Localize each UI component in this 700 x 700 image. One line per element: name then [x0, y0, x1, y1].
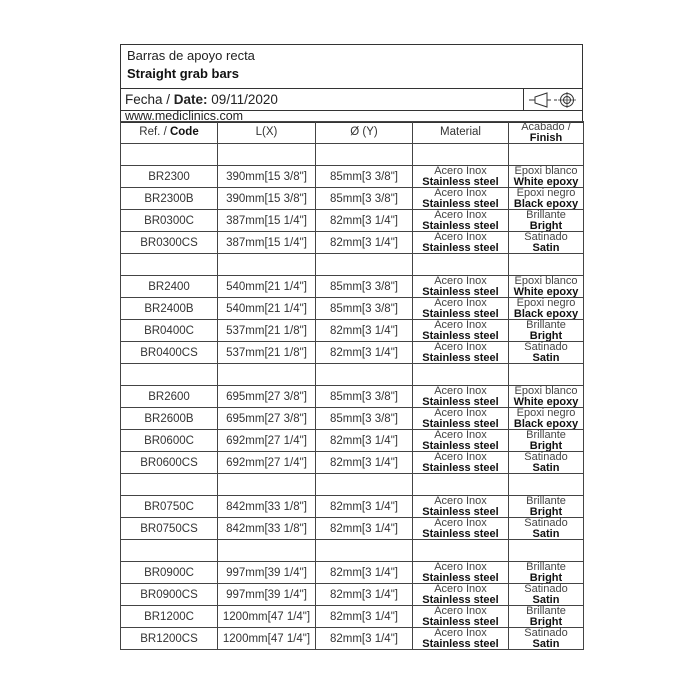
table-row — [121, 188, 584, 210]
cell-length: 842mm[33 1/8"] — [218, 496, 316, 518]
cell-diameter: 82mm[3 1/4"] — [316, 210, 413, 232]
cell-finish: Brillante Bright — [509, 430, 584, 452]
cell-finish: Brillante Bright — [509, 606, 584, 628]
cell-finish: Satinado Satin — [509, 628, 584, 650]
cell-code: BR0400CS — [121, 342, 218, 364]
empty-cell — [509, 474, 584, 496]
cell-length: 842mm[33 1/8"] — [218, 518, 316, 540]
cell-finish: Epoxi negro Black epoxy — [509, 408, 584, 430]
empty-cell — [121, 254, 218, 276]
cell-length: 1200mm[47 1/4"] — [218, 606, 316, 628]
group-spacer-row — [121, 364, 584, 386]
column-header-diameter: Ø (Y) — [316, 122, 413, 144]
table-row — [121, 562, 584, 584]
empty-cell — [509, 364, 584, 386]
cell-code: BR2300 — [121, 166, 218, 188]
cell-code: BR0600CS — [121, 452, 218, 474]
cell-diameter: 85mm[3 3/8"] — [316, 408, 413, 430]
cell-material: Acero Inox Stainless steel — [413, 342, 509, 364]
cell-finish: Brillante Bright — [509, 210, 584, 232]
cell-material: Acero Inox Stainless steel — [413, 210, 509, 232]
table-row — [121, 166, 584, 188]
cell-length: 537mm[21 1/8"] — [218, 342, 316, 364]
table-row — [121, 518, 584, 540]
group-spacer-row — [121, 474, 584, 496]
empty-cell — [218, 474, 316, 496]
title-section — [121, 45, 582, 89]
date-text — [121, 89, 523, 110]
table-row — [121, 232, 584, 254]
date-value: 09/11/2020 — [207, 92, 278, 107]
empty-cell — [218, 540, 316, 562]
cell-code: BR0300CS — [121, 232, 218, 254]
cell-diameter: 82mm[3 1/4"] — [316, 342, 413, 364]
cell-material: Acero Inox Stainless steel — [413, 430, 509, 452]
cell-diameter: 82mm[3 1/4"] — [316, 496, 413, 518]
cell-code: BR1200CS — [121, 628, 218, 650]
projection-symbol-icon — [523, 89, 582, 110]
cell-length: 692mm[27 1/4"] — [218, 452, 316, 474]
table-row — [121, 342, 584, 364]
cell-length: 1200mm[47 1/4"] — [218, 628, 316, 650]
cell-material: Acero Inox Stainless steel — [413, 166, 509, 188]
empty-cell — [413, 540, 509, 562]
cell-material: Acero Inox Stainless steel — [413, 584, 509, 606]
date-label-en: Date: — [173, 92, 208, 107]
cell-code: BR0900C — [121, 562, 218, 584]
date-label-es: Fecha / — [125, 92, 174, 107]
cell-length: 695mm[27 3/8"] — [218, 408, 316, 430]
cell-code: BR0750CS — [121, 518, 218, 540]
group-spacer-row — [121, 540, 584, 562]
cell-diameter: 82mm[3 1/4"] — [316, 452, 413, 474]
column-header-material: Material — [413, 122, 509, 144]
cell-finish: Epoxi blanco White epoxy — [509, 386, 584, 408]
cell-diameter: 85mm[3 3/8"] — [316, 166, 413, 188]
cell-length: 537mm[21 1/8"] — [218, 320, 316, 342]
cell-length: 387mm[15 1/4"] — [218, 232, 316, 254]
cell-material: Acero Inox Stainless steel — [413, 320, 509, 342]
empty-cell — [121, 144, 218, 166]
table-row — [121, 496, 584, 518]
empty-cell — [218, 254, 316, 276]
cell-code: BR1200C — [121, 606, 218, 628]
cell-code: BR2600B — [121, 408, 218, 430]
cell-diameter: 82mm[3 1/4"] — [316, 518, 413, 540]
empty-cell — [316, 254, 413, 276]
cell-finish: Satinado Satin — [509, 342, 584, 364]
cell-material: Acero Inox Stainless steel — [413, 628, 509, 650]
cell-finish: Epoxi blanco White epoxy — [509, 166, 584, 188]
cell-diameter: 82mm[3 1/4"] — [316, 320, 413, 342]
cell-diameter: 82mm[3 1/4"] — [316, 628, 413, 650]
cell-material: Acero Inox Stainless steel — [413, 232, 509, 254]
cell-diameter: 82mm[3 1/4"] — [316, 430, 413, 452]
cell-code: BR0300C — [121, 210, 218, 232]
cell-code: BR0900CS — [121, 584, 218, 606]
cell-length: 997mm[39 1/4"] — [218, 562, 316, 584]
cell-diameter: 82mm[3 1/4"] — [316, 562, 413, 584]
table-row — [121, 386, 584, 408]
empty-cell — [316, 540, 413, 562]
title-english: Straight grab bars — [127, 66, 239, 81]
empty-cell — [509, 254, 584, 276]
table-row — [121, 210, 584, 232]
column-header-length: L(X) — [218, 122, 316, 144]
empty-cell — [218, 144, 316, 166]
cell-length: 695mm[27 3/8"] — [218, 386, 316, 408]
cell-length: 390mm[15 3/8"] — [218, 166, 316, 188]
cell-length: 387mm[15 1/4"] — [218, 210, 316, 232]
cell-material: Acero Inox Stainless steel — [413, 188, 509, 210]
table-row — [121, 584, 584, 606]
cell-diameter: 82mm[3 1/4"] — [316, 606, 413, 628]
cell-length: 540mm[21 1/4"] — [218, 276, 316, 298]
cell-material: Acero Inox Stainless steel — [413, 496, 509, 518]
empty-cell — [316, 364, 413, 386]
cell-finish: Satinado Satin — [509, 452, 584, 474]
empty-cell — [316, 144, 413, 166]
cell-finish: Epoxi negro Black epoxy — [509, 298, 584, 320]
empty-cell — [413, 254, 509, 276]
product-table — [120, 121, 584, 650]
column-header-code: Ref. / Code — [121, 122, 218, 144]
table-row — [121, 408, 584, 430]
cell-material: Acero Inox Stainless steel — [413, 276, 509, 298]
cell-code: BR0400C — [121, 320, 218, 342]
group-spacer-row — [121, 254, 584, 276]
cell-diameter: 85mm[3 3/8"] — [316, 298, 413, 320]
cell-material: Acero Inox Stainless steel — [413, 452, 509, 474]
table-row — [121, 320, 584, 342]
date-section — [121, 89, 582, 111]
cell-diameter: 82mm[3 1/4"] — [316, 232, 413, 254]
cell-material: Acero Inox Stainless steel — [413, 518, 509, 540]
cell-finish: Satinado Satin — [509, 584, 584, 606]
empty-cell — [509, 144, 584, 166]
empty-cell — [316, 474, 413, 496]
empty-cell — [413, 144, 509, 166]
cell-code: BR2400B — [121, 298, 218, 320]
cell-length: 390mm[15 3/8"] — [218, 188, 316, 210]
cell-diameter: 85mm[3 3/8"] — [316, 276, 413, 298]
cell-code: BR2400 — [121, 276, 218, 298]
cell-code: BR0600C — [121, 430, 218, 452]
cell-code: BR2300B — [121, 188, 218, 210]
cell-material: Acero Inox Stainless steel — [413, 408, 509, 430]
empty-cell — [413, 474, 509, 496]
table-body — [121, 144, 584, 650]
table-row — [121, 276, 584, 298]
cell-diameter: 82mm[3 1/4"] — [316, 584, 413, 606]
empty-cell — [121, 540, 218, 562]
empty-cell — [121, 364, 218, 386]
title-block — [120, 44, 583, 123]
empty-cell — [413, 364, 509, 386]
table-row — [121, 606, 584, 628]
column-header-finish: Acabado / Finish — [509, 122, 584, 144]
table-header-row — [121, 122, 584, 144]
cell-material: Acero Inox Stainless steel — [413, 606, 509, 628]
cell-finish: Epoxi negro Black epoxy — [509, 188, 584, 210]
cell-finish: Satinado Satin — [509, 518, 584, 540]
table-row — [121, 430, 584, 452]
cell-finish: Brillante Bright — [509, 496, 584, 518]
cell-finish: Satinado Satin — [509, 232, 584, 254]
cell-diameter: 85mm[3 3/8"] — [316, 188, 413, 210]
empty-cell — [121, 474, 218, 496]
table-row — [121, 452, 584, 474]
title-spanish: Barras de apoyo recta — [127, 48, 255, 63]
table-row — [121, 298, 584, 320]
website-link[interactable]: www.mediclinics.com — [121, 111, 582, 123]
cell-material: Acero Inox Stainless steel — [413, 562, 509, 584]
cell-length: 692mm[27 1/4"] — [218, 430, 316, 452]
cell-material: Acero Inox Stainless steel — [413, 386, 509, 408]
cell-material: Acero Inox Stainless steel — [413, 298, 509, 320]
empty-cell — [218, 364, 316, 386]
cell-code: BR2600 — [121, 386, 218, 408]
cell-length: 540mm[21 1/4"] — [218, 298, 316, 320]
group-spacer-row — [121, 144, 584, 166]
cell-finish: Brillante Bright — [509, 562, 584, 584]
cell-diameter: 85mm[3 3/8"] — [316, 386, 413, 408]
cell-code: BR0750C — [121, 496, 218, 518]
cell-length: 997mm[39 1/4"] — [218, 584, 316, 606]
cell-finish: Brillante Bright — [509, 320, 584, 342]
empty-cell — [509, 540, 584, 562]
cell-finish: Epoxi blanco White epoxy — [509, 276, 584, 298]
table-row — [121, 628, 584, 650]
